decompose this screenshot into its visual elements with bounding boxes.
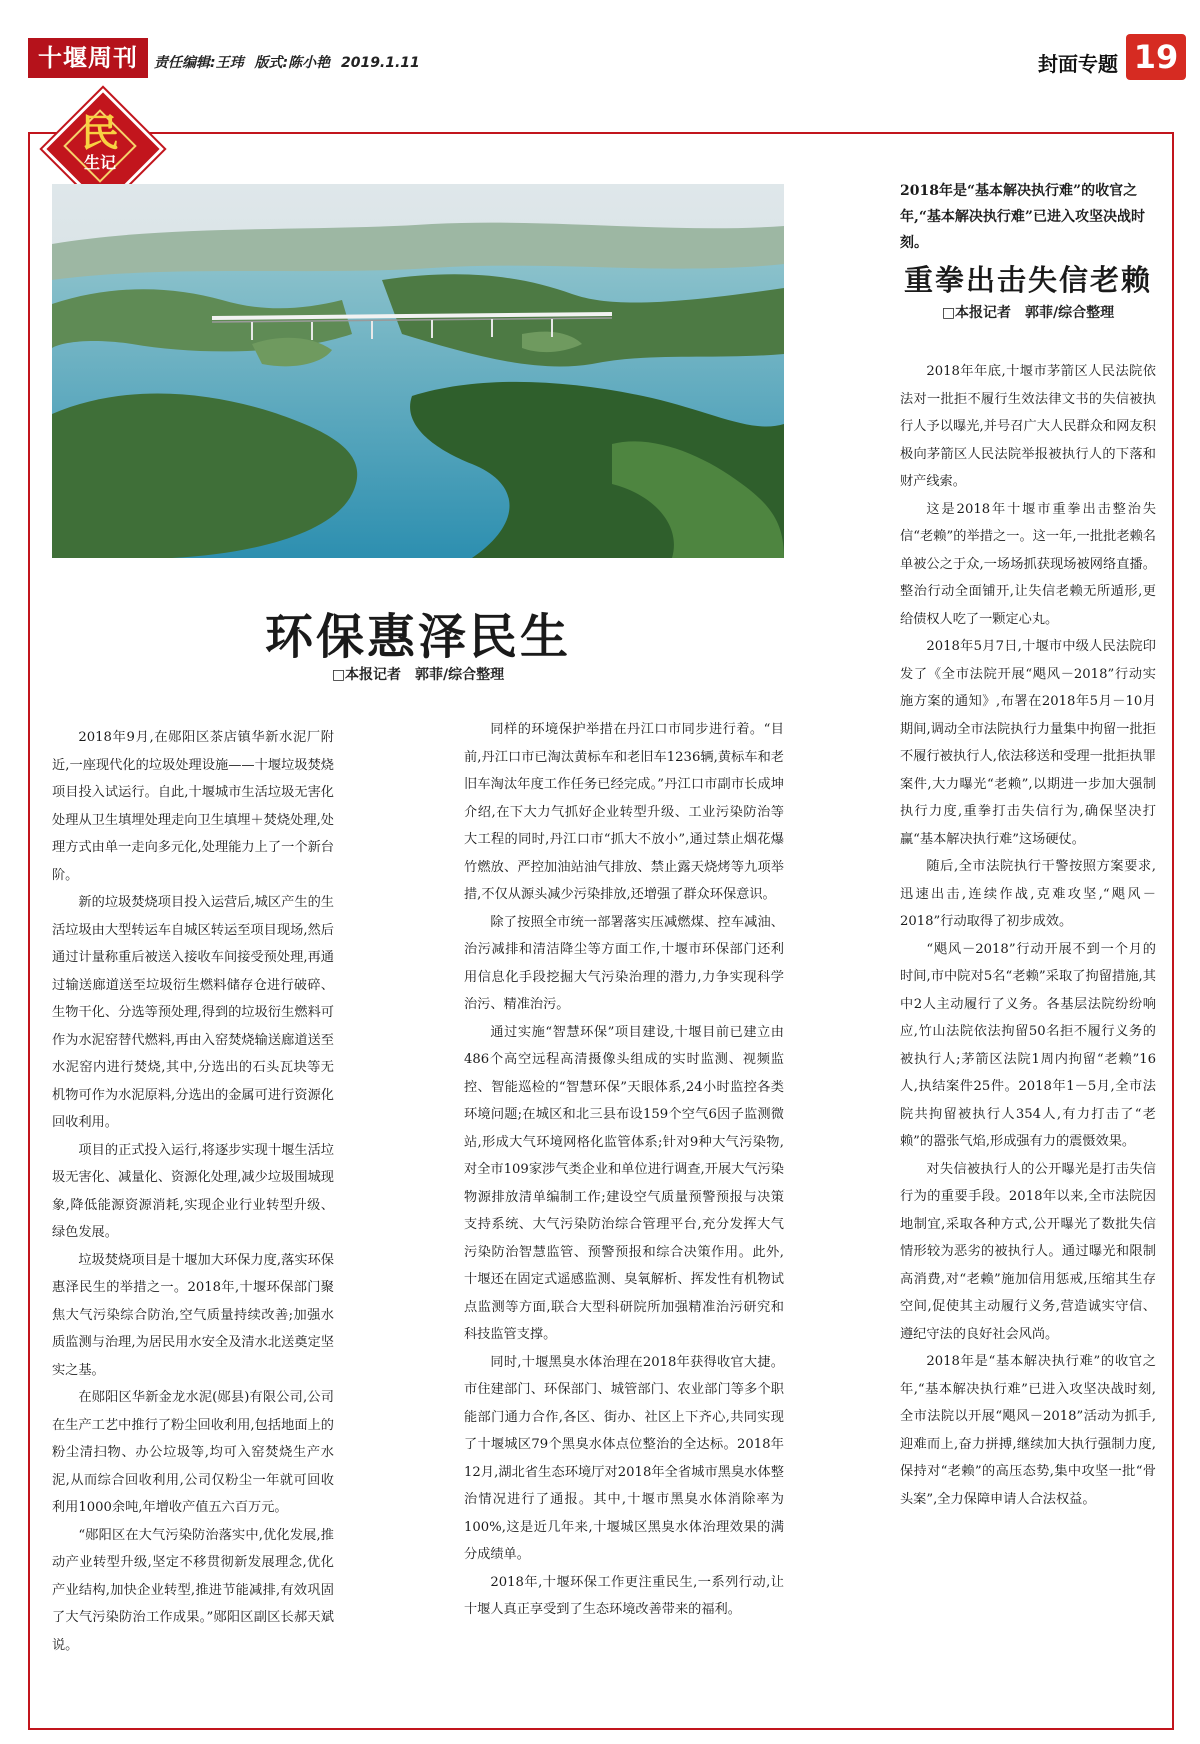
editor-credit: 责任编辑:王玮 [154,55,244,71]
page-number: 19 [1126,34,1186,80]
paragraph: 2018年年底,十堰市茅箭区人民法院依法对一批拒不履行生效法律文书的失信被执行人予以曝光,并号召广大人民群众和网友积极向茅箭区人民法院举报被执行人的下落和财产线索。 [900,364,1156,489]
paragraph: 通过实施“智慧环保”项目建设,十堰目前已建立由486个高空远程高清摄像头组成的实时监测、视频监控、智能巡检的“智慧环保”天眼体系,24小时监控各类环境问题;在城区和北三县布设159个空气6因子监测微站,形成大气环境网格化监管体系;针对9种大气污染物,对全市109家涉气类企业和单位进行调查,开展大气污染物源排放清单编制工作;建设空气质量预警预报与决策支持系统、大气污染防治综合管理平台,充分发挥大气污染防治智慧监管、预警预报和综合决策作用。此外,十堰还在固定式遥感监测、臭氧解析、挥发性有机物试点监测等方面,联合大型科研院所加强精准治污研究和科技监管支撑。 [464,1024,784,1342]
issue-date: 2019.1.11 [340,55,420,71]
lake-photo-illustration [52,184,784,558]
paragraph: 同样的环境保护举措在丹江口市同步进行着。“目前,丹江口市已淘汰黄标车和老旧车1236辆,黄标车和老旧车淘汰年度工作任务已经完成。”丹江口市副市长成坤介绍,在下大力气抓好企业转型升级、工业污染防治等大工程的同时,丹江口市“抓大不放小”,通过禁止烟花爆竹燃放、严控加油站油气排放、禁止露天烧烤等九项举措,不仅从源头减少污染排放,还增强了群众环保意识。 [464,722,784,902]
right-article-title: 重拳出击失信老赖 [903,263,1152,297]
paragraph: 2018年是“基本解决执行难”的收官之年,“基本解决执行难”已进入攻坚决战时刻,全市法院以开展“飓风－2018”活动为抓手,迎难而上,奋力拼搏,继续加大执行强制力度,保持对“老赖”的高压态势,集中攻坚一批“骨头案”,全力保障申请人合法权益。 [900,1354,1156,1507]
paragraph: 在郧阳区华新金龙水泥(郧县)有限公司,公司在生产工艺中推行了粉尘回收利用,包括地面上的粉尘清扫物、办公垃圾等,均可入窑焚烧生产水泥,从而综合回收利用,公司仅粉尘一年就可回收利用1000余吨,年增收产值五六百万元。 [52,1390,334,1515]
paragraph: 对失信被执行人的公开曝光是打击失信行为的重要手段。2018年以来,全市法院因地制宜,采取各种方式,公开曝光了数批失信情形较为恶劣的被执行人。通过曝光和限制高消费,对“老赖”施加信用惩戒,压缩其生存空间,促使其主动履行义务,营造诚实守信、遵纪守法的良好社会风尚。 [900,1161,1156,1342]
right-article-byline: □本报记者 郭菲/综合整理 [941,305,1115,321]
badge-sub-text: 生记 [83,153,116,172]
left-article-column-1 [52,724,334,1659]
badge-main-char: 民 [80,111,119,155]
masthead: 十堰周刊 [28,38,148,78]
paragraph: 项目的正式投入运行,将逐步实现十堰生活垃圾无害化、减量化、资源化处理,减少垃圾围城现象,降低能源资源消耗,实现企业行业转型升级、绿色发展。 [52,1142,334,1240]
lake-aerial-photo [52,184,784,558]
right-article-deck: 2018年是“基本解决执行难”的收官之年,“基本解决执行难”已进入攻坚决战时刻。 [900,183,1145,251]
paragraph: “郧阳区在大气污染防治落实中,优化发展,推动产业转型升级,坚定不移贯彻新发展理念,优化产业结构,加快企业转型,推进节能减排,有效巩固了大气污染防治工作成果。”郧阳区副区长郝天斌说。 [52,1527,334,1653]
layout-credit: 版式:陈小艳 [254,55,331,71]
paragraph: 2018年,十堰环保工作更注重民生,一系列行动,让十堰人真正享受到了生态环境改善带来的福利。 [464,1574,784,1617]
left-article-title: 环保惠泽民生 [264,609,571,665]
paragraph: 垃圾焚烧项目是十堰加大环保力度,落实环保惠泽民生的举措之一。2018年,十堰环保部门聚焦大气污染综合防治,空气质量持续改善;加强水质监测与治理,为居民用水安全及清水北送奠定坚实之基。 [52,1252,334,1378]
paragraph: 同时,十堰黑臭水体治理在2018年获得收官大捷。市住建部门、环保部门、城管部门、农业部门等多个职能部门通力合作,各区、街办、社区上下齐心,共同实现了十堰城区79个黑臭水体点位整治的全达标。2018年12月,湖北省生态环境厅对2018年全省城市黑臭水体整治情况进行了通报。其中,十堰市黑臭水体消除率为100%,这是近几年来,十堰城区黑臭水体治理效果的满分成绩单。 [464,1354,784,1562]
left-article-column-2 [464,716,784,1624]
paragraph: 2018年9月,在郧阳区茶店镇华新水泥厂附近,一座现代化的垃圾处理设施——十堰垃圾焚烧项目投入试运行。自此,十堰城市生活垃圾无害化处理从卫生填埋处理走向卫生填埋＋焚烧处理,处理方式由单一走向多元化,处理能力上了一个新台阶。 [52,730,334,883]
paragraph: 随后,全市法院执行干警按照方案要求,迅速出击,连续作战,克难攻坚,“飓风－2018”行动取得了初步成效。 [900,859,1156,929]
paragraph: 除了按照全市统一部署落实压减燃煤、控车减油、治污减排和清洁降尘等方面工作,十堰市环保部门还利用信息化手段挖掘大气污染治理的潜力,力争实现科学治污、精准治污。 [464,914,784,1012]
right-article-body [900,358,1156,1513]
paragraph: 这是2018年十堰市重拳出击整治失信“老赖”的举措之一。这一年,一批批老赖名单被公之于众,一场场抓获现场被网络直播。整治行动全面铺开,让失信老赖无所遁形,更给债权人吃了一颗定心丸。 [900,501,1156,627]
page-header [0,0,1200,120]
left-article-byline: □本报记者 郭菲/综合整理 [331,667,505,683]
minsheng-badge-icon [50,96,150,196]
paragraph: 新的垃圾焚烧项目投入运营后,城区产生的生活垃圾由大型转运车自城区转运至项目现场,然后通过计量称重后被送入接收车间接受预处理,再通过输送廊道送至垃圾衍生燃料储存仓进行破碎、生物干化、分选等预处理,得到的垃圾衍生燃料可作为水泥窑替代燃料,再由入窑焚烧输送廊道送至水泥窑内进行焚烧,其中,分选出的石头瓦块等无机物可作为水泥原料,分选出的金属可进行资源化回收利用。 [52,895,334,1130]
section-label: 封面专题 [1038,52,1118,76]
paragraph: “飓风－2018”行动开展不到一个月的时间,市中院对5名“老赖”采取了拘留措施,其中2人主动履行了义务。各基层法院纷纷响应,竹山法院依法拘留50名拒不履行义务的被执行人;茅箭区法院1周内拘留“老赖”16人,执结案件25件。2018年1－5月,全市法院共拘留被执行人354人,有力打击了“老赖”的嚣张气焰,形成强有力的震慑效果。 [900,941,1156,1149]
credits-line [154,52,426,72]
paragraph: 2018年5月7日,十堰市中级人民法院印发了《全市法院开展“飓风－2018”行动实施方案的通知》,布署在2018年5月－10月期间,调动全市法院执行力量集中拘留一批拒不履行被执行人,依法移送和受理一批拒执罪案件,大力曝光“老赖”,以期进一步加大强制执行力度,重拳打击失信行为,确保坚决打赢“基本解决执行难”这场硬仗。 [900,639,1156,847]
